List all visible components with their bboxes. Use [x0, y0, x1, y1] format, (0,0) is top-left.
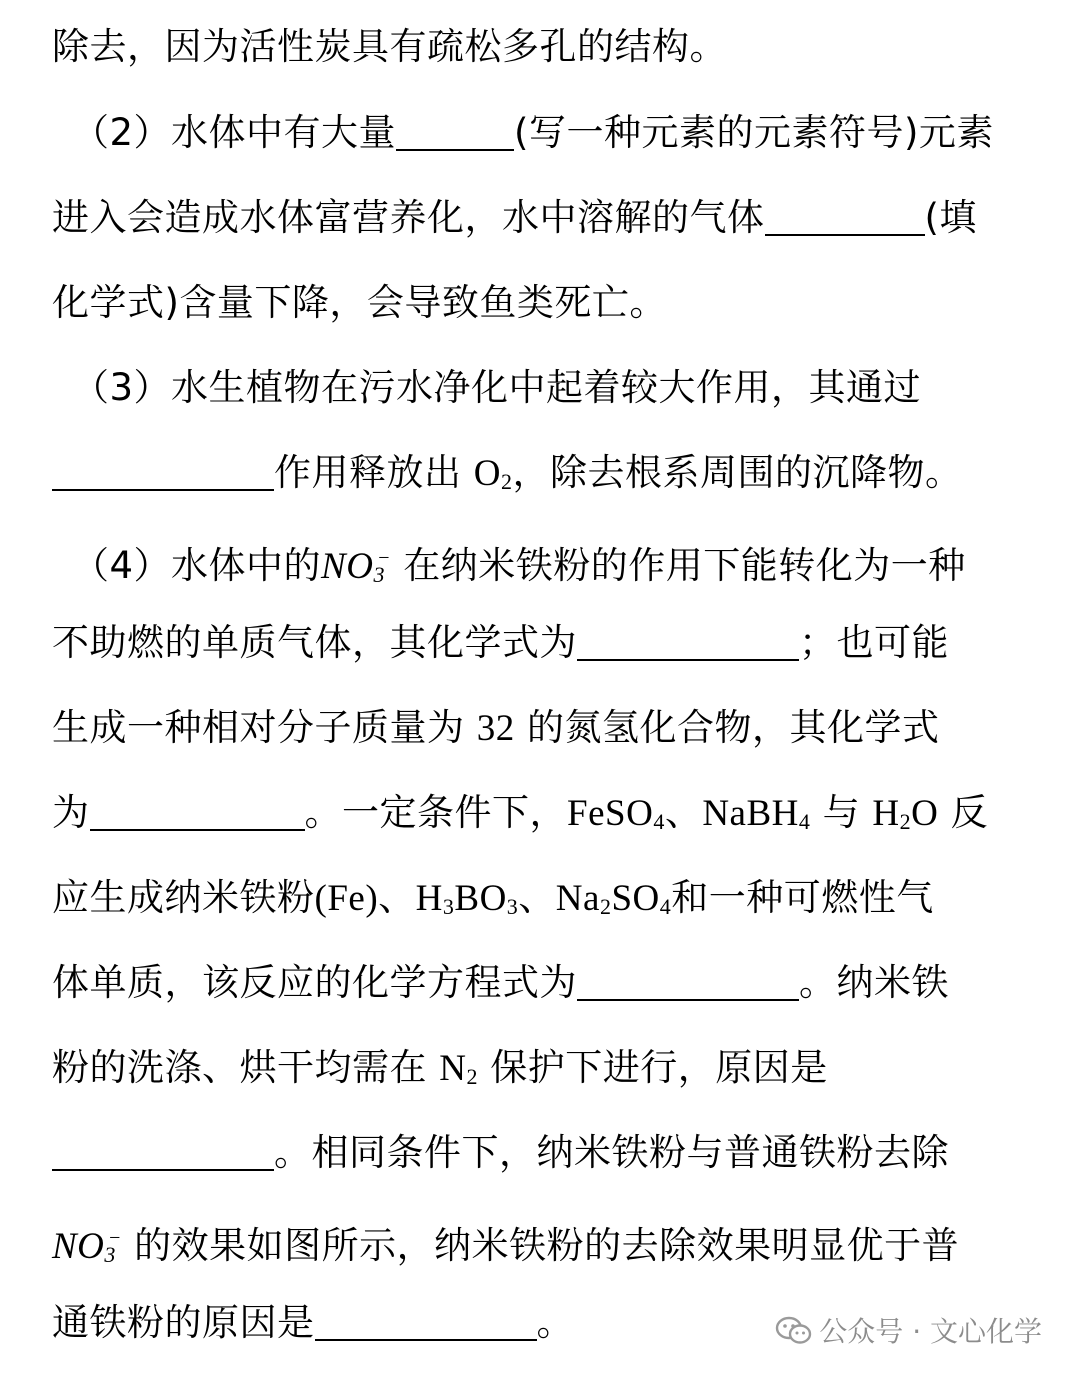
watermark: [775, 1312, 1042, 1352]
question-4-line-8: 。相同条件下，纳米铁粉与普通铁粉去除: [52, 1128, 1040, 1178]
answer-blank-3[interactable]: [52, 453, 274, 491]
answer-blank-4e[interactable]: [315, 1303, 537, 1341]
question-3-line-2: 作用释放出 O2，除去根系周围的沉降物。: [52, 448, 1040, 498]
answer-blank-4d[interactable]: [52, 1133, 274, 1171]
question-4-line-7: 粉的洗涤、烘干均需在 N2 保护下进行，原因是: [52, 1046, 828, 1089]
question-4-line-5: 应生成纳米铁粉(Fe)、H3BO3、Na2SO4和一种可燃性气: [52, 876, 934, 919]
formula-n2: N2: [439, 1048, 478, 1089]
formula-no3-ion: NO3−: [321, 546, 391, 587]
formula-nabh4: NaBH4: [702, 793, 811, 834]
answer-blank-4b[interactable]: [90, 793, 305, 831]
text-line-1: 除去，因为活性炭具有疏松多孔的结构。: [52, 25, 727, 68]
question-2-line-3: 化学式)含量下降，会导致鱼类死亡。: [52, 281, 667, 324]
formula-feso4: FeSO4: [567, 793, 665, 834]
formula-no3-ion-2: NO3−: [52, 1226, 122, 1267]
question-4-line-9: NO3− 的效果如图所示，纳米铁粉的去除效果明显优于普: [52, 1224, 960, 1267]
formula-h3bo3: H3BO3: [415, 878, 519, 919]
question-2-line-1: （2）水体中有大量 (写一种元素的元素符号)元素: [72, 111, 994, 154]
answer-blank-4c[interactable]: [577, 963, 799, 1001]
question-4-line-2: 不助燃的单质气体，其化学式为 ；也可能: [52, 621, 949, 664]
formula-o2: O2: [473, 453, 513, 494]
formula-h2o: H2O: [872, 793, 939, 834]
question-4-line-6: 体单质，该反应的化学方程式为 。纳米铁: [52, 961, 949, 1004]
watermark-text: 公众号 · 文心化学: [819, 1315, 1042, 1348]
wechat-icon: [775, 1316, 813, 1346]
question-4-line-1: （4）水体中的NO3− 在纳米铁粉的作用下能转化为一种: [72, 544, 966, 587]
answer-blank-4a[interactable]: [577, 623, 799, 661]
answer-blank-2b[interactable]: [765, 198, 925, 236]
question-4-line-4: 为 。一定条件下，FeSO4、NaBH4 与 H2O 反: [52, 791, 989, 834]
formula-fe: (Fe): [314, 878, 379, 919]
question-3-line-1: （3）水生植物在污水净化中起着较大作用，其通过: [72, 366, 922, 409]
answer-blank-2a[interactable]: [396, 113, 514, 151]
question-4-line-3: 生成一种相对分子质量为 32 的氮氢化合物，其化学式: [52, 706, 940, 749]
question-2-line-2: 进入会造成水体富营养化，水中溶解的气体 (填: [52, 196, 977, 239]
formula-na2so4: Na2SO4: [555, 878, 672, 919]
question-4-line-10: 通铁粉的原因是 。: [52, 1301, 574, 1344]
